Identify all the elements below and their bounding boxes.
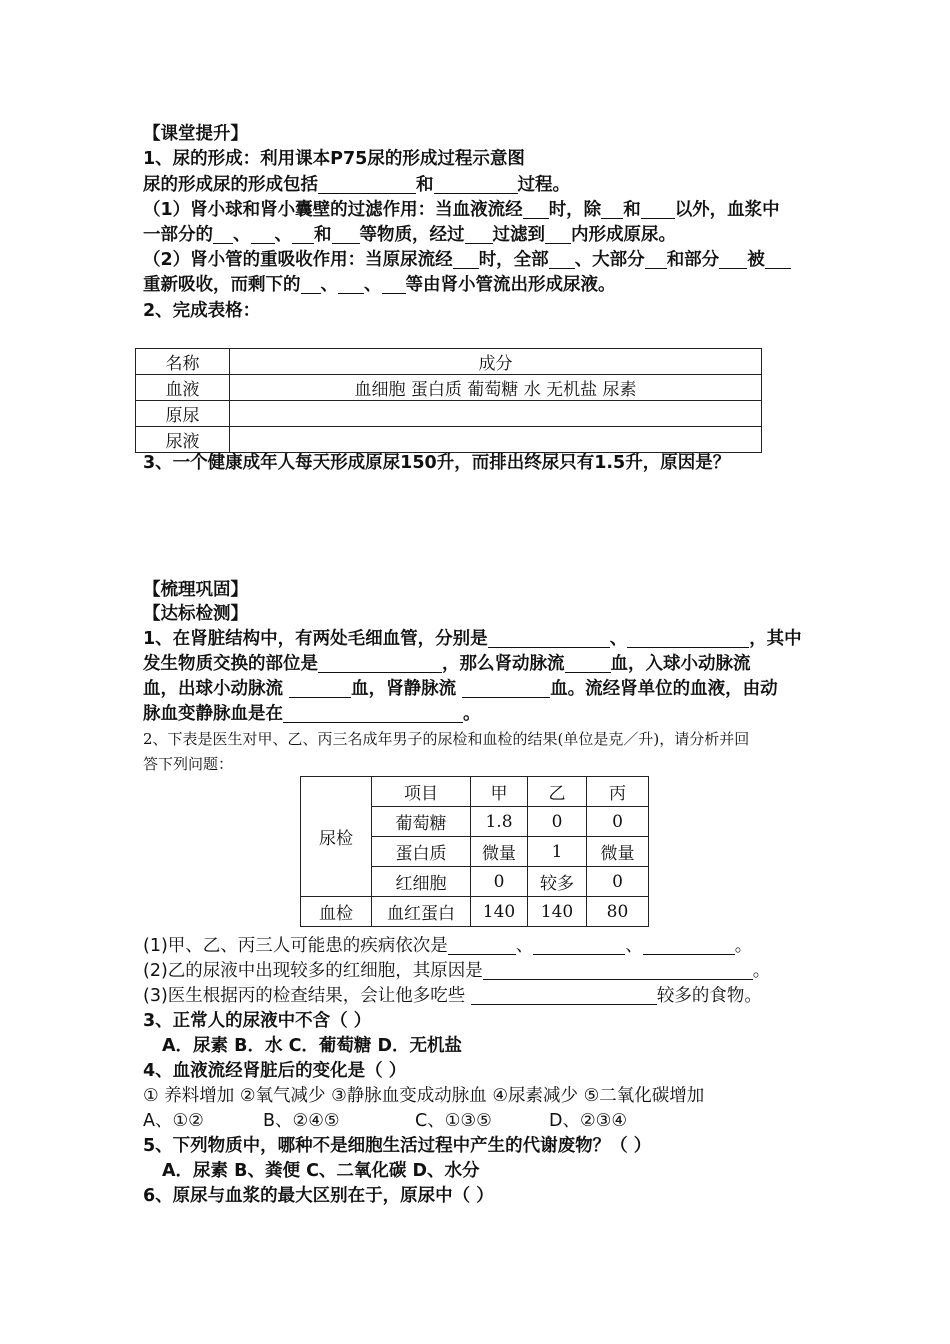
table-cell: 血细胞 蛋白质 葡萄糖 水 无机盐 尿素 bbox=[230, 375, 762, 401]
table-cell: 140 bbox=[528, 897, 587, 927]
table-row bbox=[136, 401, 762, 427]
table-cell: 0 bbox=[587, 807, 649, 837]
d6-question: 6、原尿与血浆的最大区别在于，原尿中（ ） bbox=[143, 1186, 494, 1206]
answer-blank[interactable] bbox=[434, 175, 518, 194]
answer-blank[interactable] bbox=[338, 275, 364, 294]
section-heading-ketang: 【课堂提升】 bbox=[143, 124, 248, 144]
option-b[interactable]: B、②④⑤ bbox=[263, 1111, 340, 1131]
answer-blank[interactable] bbox=[545, 225, 571, 244]
answer-blank[interactable] bbox=[465, 225, 493, 244]
answer-blank[interactable] bbox=[549, 250, 575, 269]
table-header-cell: 名称 bbox=[136, 349, 230, 375]
table-cell-answer[interactable] bbox=[230, 427, 762, 453]
answer-blank[interactable] bbox=[318, 175, 416, 194]
answer-blank[interactable] bbox=[318, 654, 442, 673]
table-row bbox=[136, 375, 762, 401]
answer-blank[interactable] bbox=[765, 250, 791, 269]
d2-intro-2: 答下列问题： bbox=[143, 755, 234, 773]
section-heading-shuli: 【梳理巩固】 bbox=[143, 580, 248, 600]
q1-reabsorption-line-2: 重新吸收，而剩下的 、 、 等由肾小管流出形成尿液。 bbox=[143, 275, 616, 295]
d2-question-1: (1)甲、乙、丙三人可能患的疾病依次是 、 、 。 bbox=[143, 936, 753, 956]
d1-line-1: 1、在肾脏结构中，有两处毛细血管，分别是 、 ，其中 bbox=[143, 629, 802, 649]
answer-blank[interactable] bbox=[471, 986, 657, 1005]
table-cell: 较多 bbox=[528, 867, 587, 897]
answer-blank[interactable] bbox=[462, 679, 550, 698]
q2-title: 2、完成表格： bbox=[143, 301, 261, 321]
table-cell: 蛋白质 bbox=[372, 837, 471, 867]
answer-blank[interactable] bbox=[719, 250, 747, 269]
q3-text: 3、一个健康成年人每天形成原尿150升，而排出终尿只有1.5升，原因是？ bbox=[143, 453, 731, 473]
d1-line-2: 发生物质交换的部位是 ，那么肾动脉流 血，入球小动脉流 bbox=[143, 654, 751, 674]
answer-blank[interactable] bbox=[643, 936, 735, 955]
table-cell: 140 bbox=[471, 897, 528, 927]
table-row bbox=[301, 897, 649, 927]
answer-blank[interactable] bbox=[213, 225, 233, 244]
answer-blank[interactable] bbox=[251, 225, 275, 244]
answer-blank[interactable] bbox=[332, 225, 360, 244]
d4-question: 4、血液流经肾脏后的变化是（ ） bbox=[143, 1061, 407, 1081]
table-cell: 0 bbox=[587, 867, 649, 897]
table-header-cell: 甲 bbox=[471, 777, 528, 807]
group-label-urine: 尿检 bbox=[301, 777, 372, 897]
table-header-cell: 项目 bbox=[372, 777, 471, 807]
d2-question-3: (3)医生根据丙的检查结果，会让他多吃些 较多的食物。 bbox=[143, 986, 762, 1006]
test-results-table bbox=[300, 776, 649, 927]
answer-blank[interactable] bbox=[283, 704, 463, 723]
table-cell: 尿液 bbox=[136, 427, 230, 453]
table-cell: 原尿 bbox=[136, 401, 230, 427]
d1-line-4: 脉血变静脉血是在 。 bbox=[143, 704, 481, 724]
answer-blank[interactable] bbox=[565, 654, 611, 673]
d5-question: 5、下列物质中，哪种不是细胞生活过程中产生的代谢废物？（ ） bbox=[143, 1136, 652, 1156]
q1-title: 1、尿的形成：利用课本P75尿的形成过程示意图 bbox=[143, 149, 525, 169]
composition-table bbox=[135, 348, 762, 453]
answer-blank[interactable] bbox=[382, 275, 406, 294]
d5-options[interactable]: A．尿素 B、粪便 C、二氧化碳 D、水分 bbox=[162, 1161, 480, 1181]
answer-blank[interactable] bbox=[488, 629, 610, 648]
d3-options[interactable]: A．尿素 B．水 C．葡萄糖 D．无机盐 bbox=[162, 1036, 463, 1056]
answer-blank[interactable] bbox=[292, 225, 314, 244]
table-header-row bbox=[301, 777, 649, 807]
answer-blank[interactable] bbox=[641, 200, 675, 219]
table-header-row bbox=[136, 349, 762, 375]
answer-blank[interactable] bbox=[533, 936, 625, 955]
q1-reabsorption-line: （2）肾小管的重吸收作用：当原尿流经 时，全部 、大部分 和部分 被 bbox=[143, 248, 791, 273]
table-header-cell: 丙 bbox=[587, 777, 649, 807]
d2-intro-1: 2、下表是医生对甲、乙、丙三名成年男子的尿检和血检的结果(单位是克／升)，请分析并回 bbox=[143, 730, 750, 748]
answer-blank[interactable] bbox=[289, 679, 351, 698]
table-row bbox=[136, 427, 762, 453]
table-cell-answer[interactable] bbox=[230, 401, 762, 427]
q1-formation-line: 尿的形成尿的形成包括 和 过程。 bbox=[143, 175, 570, 195]
table-header-cell: 成分 bbox=[230, 349, 762, 375]
q1-filtration-line: （1）肾小球和肾小囊壁的过滤作用：当血液流经 时，除 和 以外，血浆中 bbox=[143, 200, 780, 220]
answer-blank[interactable] bbox=[645, 250, 667, 269]
table-cell: 0 bbox=[471, 867, 528, 897]
table-cell: 血红蛋白 bbox=[372, 897, 471, 927]
group-label-blood: 血检 bbox=[301, 897, 372, 927]
table-header-cell: 乙 bbox=[528, 777, 587, 807]
answer-blank[interactable] bbox=[601, 200, 623, 219]
option-d[interactable]: D、②③④ bbox=[549, 1111, 628, 1131]
table-cell: 葡萄糖 bbox=[372, 807, 471, 837]
answer-blank[interactable] bbox=[523, 200, 549, 219]
table-cell: 1 bbox=[528, 837, 587, 867]
option-a[interactable]: A、①② bbox=[143, 1111, 204, 1131]
section-heading-dabiao: 【达标检测】 bbox=[143, 604, 248, 624]
table-cell: 红细胞 bbox=[372, 867, 471, 897]
q1-filtration-line-2: 一部分的 、 、 和 等物质，经过 过滤到 内形成原尿。 bbox=[143, 225, 676, 245]
table-cell: 80 bbox=[587, 897, 649, 927]
answer-blank[interactable] bbox=[448, 936, 516, 955]
answer-blank[interactable] bbox=[483, 961, 753, 980]
table-cell: 1.8 bbox=[471, 807, 528, 837]
answer-blank[interactable] bbox=[627, 629, 749, 648]
d4-items: ① 养料增加 ②氧气减少 ③静脉血变成动脉血 ④尿素减少 ⑤二氧化碳增加 bbox=[143, 1086, 705, 1106]
table-cell: 0 bbox=[528, 807, 587, 837]
d2-question-2: (2)乙的尿液中出现较多的红细胞，其原因是 。 bbox=[143, 961, 771, 981]
table-cell: 微量 bbox=[587, 837, 649, 867]
answer-blank[interactable] bbox=[301, 275, 321, 294]
table-cell: 微量 bbox=[471, 837, 528, 867]
d4-options bbox=[143, 1109, 627, 1134]
d1-line-3: 血，出球小动脉流 血，肾静脉流 血。流经肾单位的血液，由动 bbox=[143, 679, 778, 699]
answer-blank[interactable] bbox=[453, 250, 479, 269]
option-c[interactable]: C、①③⑤ bbox=[415, 1111, 492, 1131]
table-cell: 血液 bbox=[136, 375, 230, 401]
d3-question: 3、正常人的尿液中不含（ ） bbox=[143, 1011, 372, 1031]
